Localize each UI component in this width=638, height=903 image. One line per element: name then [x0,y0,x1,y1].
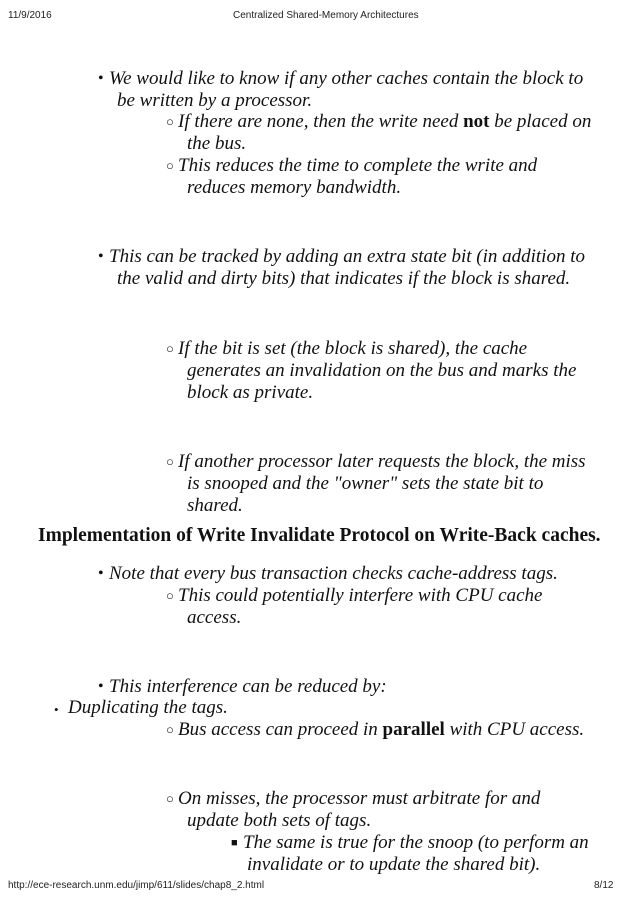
bullet-2b-line-3: shared. [187,495,243,516]
bullet-2-line-1: This can be tracked by adding an extra state bit (in addition to [109,246,585,267]
disc-bullet-icon: • [98,248,104,265]
bullet-3-line-1: Note that every bus transaction checks cache-address tags. [109,563,558,584]
bullet-2a-line-1: If the bit is set (the block is shared), the cache [178,338,528,359]
disc-bullet-icon: • [98,70,104,87]
circle-bullet-icon: ○ [166,791,174,806]
bullet-5a-line-1: Bus access can proceed in parallel with CPU access. [178,719,585,740]
bullet-1a-line-2: the bus. [187,133,247,154]
emphasis-not: not [463,111,490,132]
bullet-2b-line-1: If another processor later requests the block, the miss [178,451,586,472]
circle-bullet-icon: ○ [166,114,174,129]
circle-bullet-icon: ○ [166,454,174,469]
disc-bullet-icon: • [98,678,104,695]
bullet-1-line-2: be written by a processor. [117,90,313,111]
bullet-1b-line-2: reduces memory bandwidth. [187,177,402,198]
bullet-4-line-1: This interference can be reduced by: [109,676,387,697]
bullet-5c-line-2: invalidate or to update the shared bit). [247,854,541,875]
bullet-2a-line-3: block as private. [187,382,314,403]
bullet-2a-line-2: generates an invalidation on the bus and marks the [187,360,577,381]
header-title: Centralized Shared-Memory Architectures [233,10,419,21]
bullet-2-line-2: the valid and dirty bits) that indicates if the block is shared. [117,268,571,289]
emphasis-parallel: parallel [382,719,445,740]
bullet-3a-line-2: access. [187,607,242,628]
bullet-5b-line-2: update both sets of tags. [187,810,372,831]
footer-url: http://ece-research.unm.edu/jimp/611/slides/chap8_2.html [8,880,265,891]
bullet-5b-line-1: On misses, the processor must arbitrate for and [178,788,541,809]
bullet-5c-line-1: The same is true for the snoop (to perform an [243,832,589,853]
circle-bullet-icon: ○ [166,341,174,356]
circle-bullet-icon: ○ [166,158,174,173]
small-disc-bullet-icon: • [54,702,59,717]
bullet-1b-line-1: This reduces the time to complete the write and [178,155,538,176]
footer-page-number: 8/12 [594,880,614,891]
header-date: 11/9/2016 [8,10,52,21]
bullet-3a-line-1: This could potentially interfere with CPU cache [178,585,543,606]
bullet-1-line-1: We would like to know if any other caches contain the block to [109,68,584,89]
bullet-5-line-1: Duplicating the tags. [68,697,228,718]
circle-bullet-icon: ○ [166,588,174,603]
circle-bullet-icon: ○ [166,722,174,737]
bullet-1a-line-1: If there are none, then the write need not be placed on [178,111,592,132]
disc-bullet-icon: • [98,565,104,582]
square-bullet-icon: ■ [231,837,238,849]
section-heading: Implementation of Write Invalidate Protocol on Write-Back caches. [38,525,601,546]
bullet-2b-line-2: is snooped and the "owner" sets the state bit to [187,473,544,494]
